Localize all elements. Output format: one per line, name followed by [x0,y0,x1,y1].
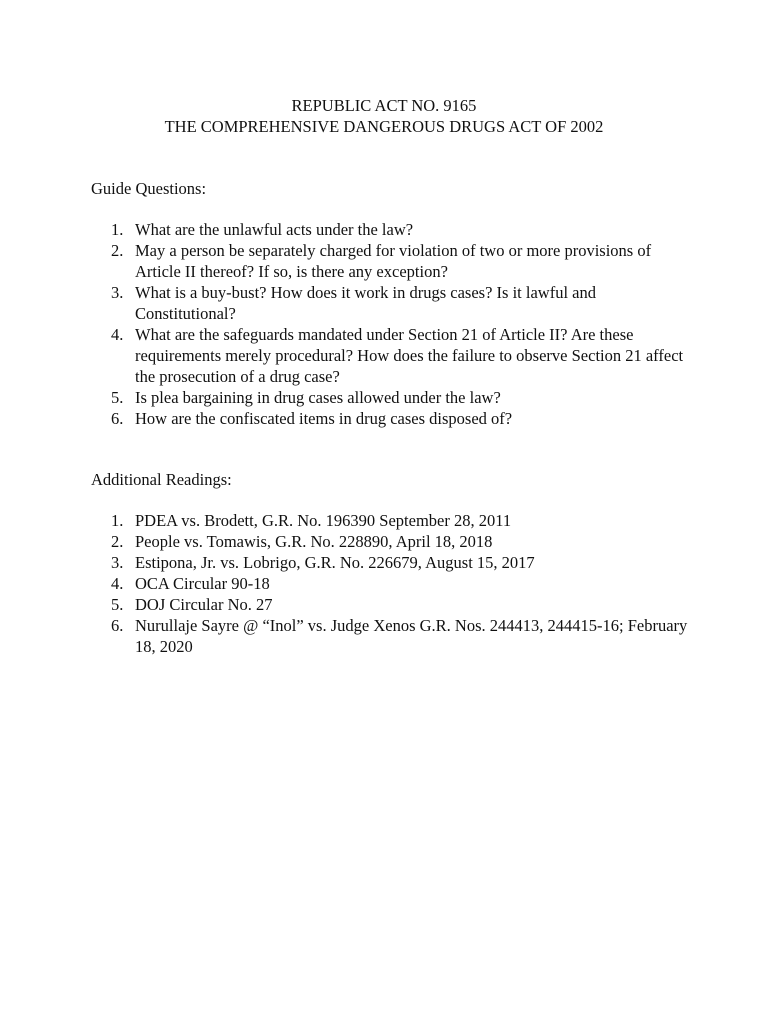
list-item [91,552,691,573]
additional-readings-heading: Additional Readings: [91,470,232,489]
item-text: May a person be separately charged for violation of two or more provisions of Article II thereof? If so, is there any exception? [135,241,652,281]
item-text: PDEA vs. Brodett, G.R. No. 196390 September 28, 2011 [135,511,512,530]
item-text: OCA Circular 90-18 [135,574,270,593]
list-item [91,510,691,531]
item-number: 3. [111,553,124,572]
list-item [91,408,691,429]
item-text: What are the unlawful acts under the law? [135,220,414,239]
item-text: Nurullaje Sayre @ “Inol” vs. Judge Xenos G.R. Nos. 244413, 244415-16; February 18, 2020 [135,616,688,656]
item-text: What are the safeguards mandated under Section 21 of Article II? Are these requirements merely procedural? How does the failure to observe Section 21 affect the prosecution of a drug case? [135,325,684,386]
title-line-1: REPUBLIC ACT NO. 9165 [291,96,477,115]
list-item [91,324,691,387]
additional-readings-list [91,510,691,657]
item-number: 4. [111,325,124,344]
item-text: What is a buy-bust? How does it work in drugs cases? Is it lawful and Constitutional? [135,283,596,323]
document-title [0,95,768,137]
item-text: People vs. Tomawis, G.R. No. 228890, April 18, 2018 [135,532,493,551]
item-number: 5. [111,595,124,614]
item-text: DOJ Circular No. 27 [135,595,273,614]
item-number: 4. [111,574,124,593]
item-text: Estipona, Jr. vs. Lobrigo, G.R. No. 226679, August 15, 2017 [135,553,535,572]
list-item [91,573,691,594]
item-number: 5. [111,388,124,407]
list-item [91,240,691,282]
item-number: 2. [111,532,124,551]
item-number: 1. [111,220,124,239]
guide-questions-list [91,219,691,429]
item-number: 6. [111,409,124,428]
list-item [91,531,691,552]
list-item [91,615,691,657]
list-item [91,387,691,408]
title-line-2: THE COMPREHENSIVE DANGEROUS DRUGS ACT OF 2002 [164,117,604,136]
item-text: Is plea bargaining in drug cases allowed under the law? [135,388,501,407]
item-number: 6. [111,616,124,635]
list-item [91,219,691,240]
guide-questions-heading: Guide Questions: [91,179,207,198]
item-number: 1. [111,511,124,530]
item-number: 3. [111,283,124,302]
item-text: How are the confiscated items in drug cases disposed of? [135,409,513,428]
list-item [91,594,691,615]
list-item [91,282,691,324]
item-number: 2. [111,241,124,260]
